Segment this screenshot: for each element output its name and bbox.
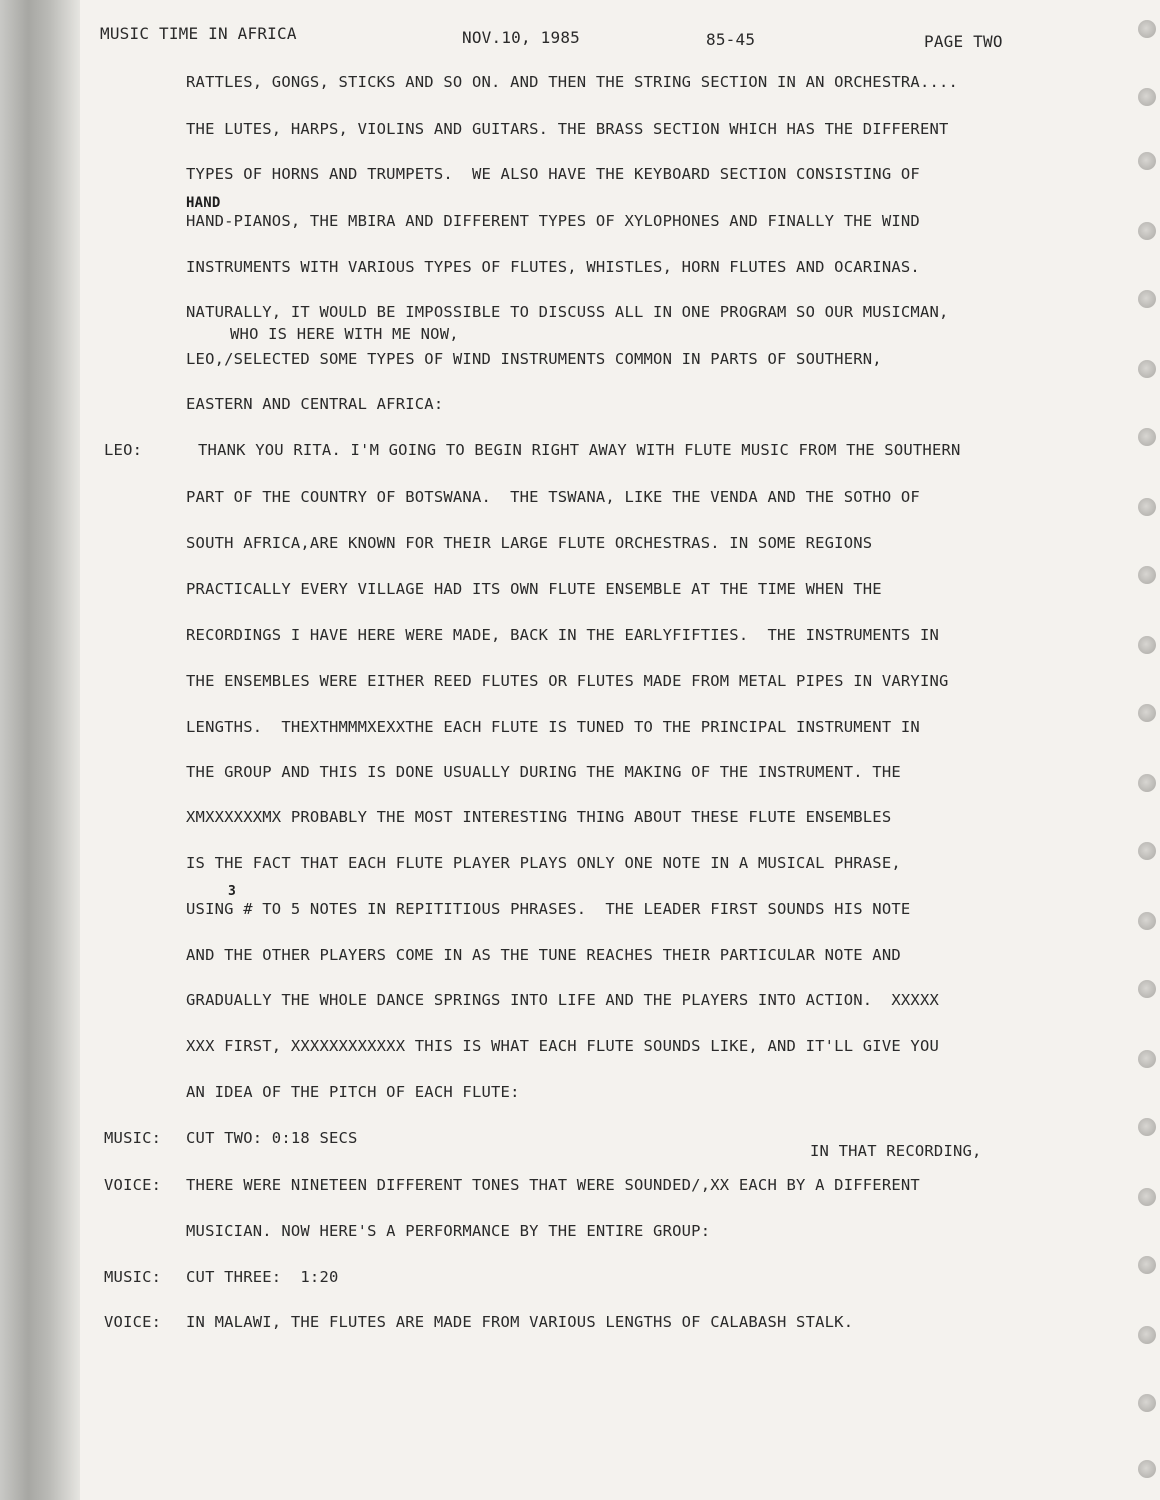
script-line: USING # TO 5 NOTES IN REPITITIOUS PHRASES. THE LEADER FIRST SOUNDS HIS NOTE — [186, 900, 911, 918]
punch-hole — [1138, 704, 1156, 722]
punch-hole — [1138, 1460, 1156, 1478]
script-line: XMXXXXXXMX PROBABLY THE MOST INTERESTING THING ABOUT THESE FLUTE ENSEMBLES — [186, 808, 892, 826]
script-date: NOV.10, 1985 — [462, 28, 580, 47]
script-line: RATTLES, GONGS, STICKS AND SO ON. AND THEN THE STRING SECTION IN AN ORCHESTRA.... — [186, 73, 959, 91]
punch-hole — [1138, 360, 1156, 378]
script-line: MUSICIAN. NOW HERE'S A PERFORMANCE BY THE ENTIRE GROUP: — [186, 1222, 711, 1240]
punch-hole — [1138, 1050, 1156, 1068]
punch-hole — [1138, 566, 1156, 584]
punch-hole — [1138, 290, 1156, 308]
speaker-label: LEO: — [104, 441, 143, 459]
script-line: XXX FIRST, XXXXXXXXXXXX THIS IS WHAT EACH FLUTE SOUNDS LIKE, AND IT'LL GIVE YOU — [186, 1037, 940, 1055]
punch-hole — [1138, 1256, 1156, 1274]
punch-hole — [1138, 88, 1156, 106]
script-line: HAND-PIANOS, THE MBIRA AND DIFFERENT TYPES OF XYLOPHONES AND FINALLY THE WIND — [186, 212, 920, 230]
script-line: INSTRUMENTS WITH VARIOUS TYPES OF FLUTES, WHISTLES, HORN FLUTES AND OCARINAS. — [186, 258, 920, 276]
script-line: PART OF THE COUNTRY OF BOTSWANA. THE TSWANA, LIKE THE VENDA AND THE SOTHO OF — [186, 488, 920, 506]
handwritten-insertion: 3 — [228, 884, 237, 899]
punch-hole — [1138, 20, 1156, 38]
script-line: CUT TWO: 0:18 SECS — [186, 1129, 358, 1147]
script-line: AN IDEA OF THE PITCH OF EACH FLUTE: — [186, 1083, 520, 1101]
script-line: RECORDINGS I HAVE HERE WERE MADE, BACK IN THE EARLYFIFTIES. THE INSTRUMENTS IN — [186, 626, 940, 644]
speaker-label: MUSIC: — [104, 1268, 162, 1286]
binding-edge — [0, 0, 80, 1500]
script-line: TYPES OF HORNS AND TRUMPETS. WE ALSO HAVE THE KEYBOARD SECTION CONSISTING OF — [186, 165, 920, 183]
punch-hole — [1138, 498, 1156, 516]
script-line: GRADUALLY THE WHOLE DANCE SPRINGS INTO LIFE AND THE PLAYERS INTO ACTION. XXXXX — [186, 991, 940, 1009]
punch-hole — [1138, 1326, 1156, 1344]
script-line: IN MALAWI, THE FLUTES ARE MADE FROM VARIOUS LENGTHS OF CALABASH STALK. — [186, 1313, 854, 1331]
script-title: MUSIC TIME IN AFRICA — [100, 24, 297, 43]
punch-hole — [1138, 636, 1156, 654]
episode-code: 85-45 — [706, 30, 756, 49]
speaker-label: MUSIC: — [104, 1129, 162, 1147]
script-line: NATURALLY, IT WOULD BE IMPOSSIBLE TO DISCUSS ALL IN ONE PROGRAM SO OUR MUSICMAN, — [186, 303, 949, 321]
script-line: PRACTICALLY EVERY VILLAGE HAD ITS OWN FLUTE ENSEMBLE AT THE TIME WHEN THE — [186, 580, 882, 598]
script-line: THE GROUP AND THIS IS DONE USUALLY DURING THE MAKING OF THE INSTRUMENT. THE — [186, 763, 901, 781]
script-line: THE LUTES, HARPS, VIOLINS AND GUITARS. THE BRASS SECTION WHICH HAS THE DIFFERENT — [186, 120, 949, 138]
speaker-label: VOICE: — [104, 1176, 162, 1194]
script-line: EASTERN AND CENTRAL AFRICA: — [186, 395, 444, 413]
script-line: LENGTHS. THEXTHMMMXEXXTHE EACH FLUTE IS TUNED TO THE PRINCIPAL INSTRUMENT IN — [186, 718, 920, 736]
typed-insertion: IN THAT RECORDING, — [810, 1142, 982, 1160]
speaker-label: VOICE: — [104, 1313, 162, 1331]
script-line: LEO,/SELECTED SOME TYPES OF WIND INSTRUMENTS COMMON IN PARTS OF SOUTHERN, — [186, 350, 882, 368]
punch-hole — [1138, 1394, 1156, 1412]
punch-hole — [1138, 1188, 1156, 1206]
script-line: CUT THREE: 1:20 — [186, 1268, 339, 1286]
punch-hole — [1138, 774, 1156, 792]
punch-hole — [1138, 1118, 1156, 1136]
punch-hole — [1138, 980, 1156, 998]
script-line: IS THE FACT THAT EACH FLUTE PLAYER PLAYS ONLY ONE NOTE IN A MUSICAL PHRASE, — [186, 854, 901, 872]
punch-hole — [1138, 912, 1156, 930]
script-line: THERE WERE NINETEEN DIFFERENT TONES THAT WERE SOUNDED/,XX EACH BY A DIFFERENT — [186, 1176, 920, 1194]
script-line: SOUTH AFRICA,ARE KNOWN FOR THEIR LARGE FLUTE ORCHESTRAS. IN SOME REGIONS — [186, 534, 873, 552]
typed-insertion: WHO IS HERE WITH ME NOW, — [230, 325, 459, 343]
script-line: THE ENSEMBLES WERE EITHER REED FLUTES OR FLUTES MADE FROM METAL PIPES IN VARYING — [186, 672, 949, 690]
script-line: AND THE OTHER PLAYERS COME IN AS THE TUNE REACHES THEIR PARTICULAR NOTE AND — [186, 946, 901, 964]
punch-hole — [1138, 428, 1156, 446]
page-number: PAGE TWO — [924, 32, 1003, 51]
script-line: THANK YOU RITA. I'M GOING TO BEGIN RIGHT AWAY WITH FLUTE MUSIC FROM THE SOUTHERN — [198, 441, 961, 459]
punch-hole — [1138, 222, 1156, 240]
punch-hole — [1138, 152, 1156, 170]
punch-hole — [1138, 842, 1156, 860]
handwritten-insertion: HAND — [186, 195, 221, 211]
